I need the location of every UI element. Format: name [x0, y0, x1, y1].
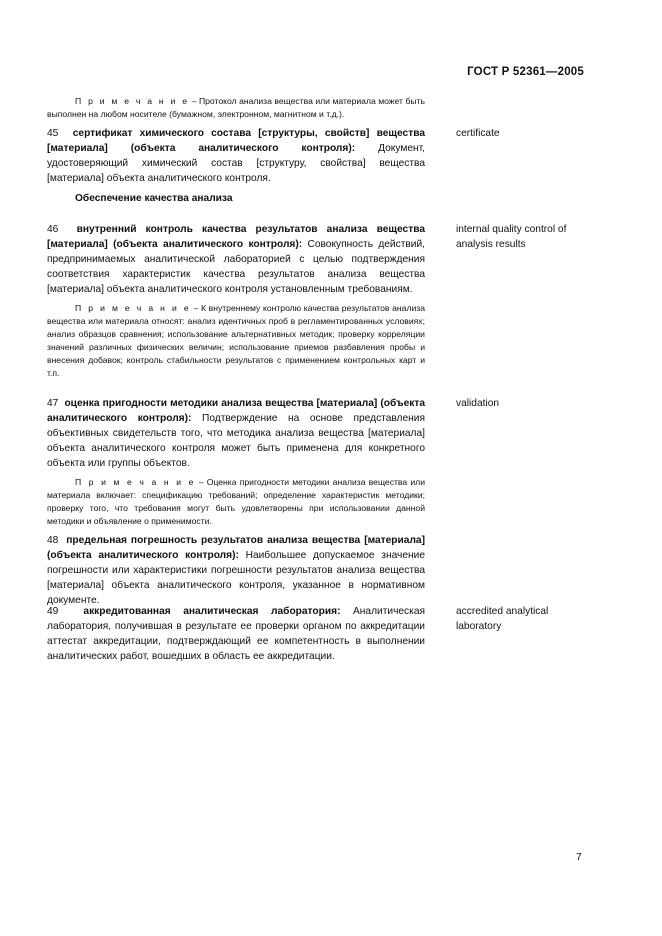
term-number: 46 — [47, 224, 59, 235]
protocol-note — [47, 95, 425, 121]
term-entry-47 — [47, 396, 425, 528]
term-entry-49 — [47, 604, 425, 664]
term-number: 47 — [47, 398, 59, 409]
term-definition: Совокупность действий, предпринимаемых аналитической лабораторией с целью подтверждения соответствия характеристик качества результатов анализа вещества [материала] объекта аналитического контроля установленным требованиям. — [47, 239, 426, 295]
note-label: П р и м е ч а н и е — [75, 477, 196, 487]
note-text: – Оценка пригодности методики анализа вещества или материала включает: спецификацию требований; определение характеристик методики; проверку того, что требования могут быть удовлетворены при использовании данной методики и объявление о применимости. — [47, 477, 425, 526]
term-definition: Аналитическая лаборатория, получившая в результате ее проверки органом по аккредитации аттестат аккредитации, подтверждающий ее компетентность в выполнении аналитических работ, вошедших в область ее аккредитации. — [47, 606, 426, 662]
note-text: – Протокол анализа вещества или материала может быть выполнен на любом носителе (бумажном, электронном, магнитном и т.д.). — [47, 96, 425, 119]
standard-designation: ГОСТ Р 52361—2005 — [467, 66, 584, 78]
term-title: предельная погрешность результатов анализа вещества [материала] (объекта аналитического контроля): — [47, 535, 425, 561]
term-title: внутренний контроль качества результатов анализа вещества [материала] (объекта аналитического контроля): — [47, 224, 425, 250]
term-entry-46 — [47, 222, 425, 380]
term-english-49: accredited analytical laboratory — [456, 606, 549, 632]
term-definition: Документ, удостоверяющий химический состав [структуру, свойства] вещества [материала] объекта аналитического контроля. — [47, 143, 425, 184]
term-number: 45 — [47, 128, 59, 139]
term-title: сертификат химического состава [структуры, свойств] вещества [материала] (объекта аналитического контроля): — [47, 128, 426, 154]
note-label: П р и м е ч а н и е — [75, 96, 190, 106]
term-english-45: certificate — [456, 128, 500, 139]
term-title: аккредитованная аналитическая лаборатория: — [83, 606, 341, 617]
note-text: – К внутреннему контролю качества результатов анализа вещества или материала относят: анализ идентичных проб в регламентированных условиях; анализ образцов сравнения; использование альтернативных методик; проверку корреляции значений различных физических величин; использование приемов разбавления пробы и внесения добавок; контроль стабильности результатов с применением контрольных карт и т.п. — [47, 303, 425, 378]
note-label: П р и м е ч а н и е — [75, 303, 191, 313]
term-entry-45 — [47, 126, 425, 186]
term-english-46: internal quality control of analysis results — [456, 224, 567, 250]
term-number: 49 — [47, 606, 59, 617]
term-definition: Наибольшее допускаемое значение погрешности или характеристики погрешности результатов анализа вещества [материала] объекта аналитического контроля, указанное в нормативном документе. — [47, 550, 425, 606]
term-title: оценка пригодности методики анализа вещества [материала] (объекта аналитического контроля): — [47, 398, 425, 424]
term-entry-48 — [47, 533, 425, 608]
term-number: 48 — [47, 535, 59, 546]
term-english-47: validation — [456, 398, 500, 409]
section-heading: Обеспечение качества анализа — [75, 193, 233, 204]
page-number: 7 — [576, 851, 582, 863]
term-definition: Подтверждение на основе представления объективных свидетельств того, что методика анализа вещества [материала] объекта аналитического контроля может быть применена для конкретного объекта или группы объектов. — [47, 413, 425, 469]
